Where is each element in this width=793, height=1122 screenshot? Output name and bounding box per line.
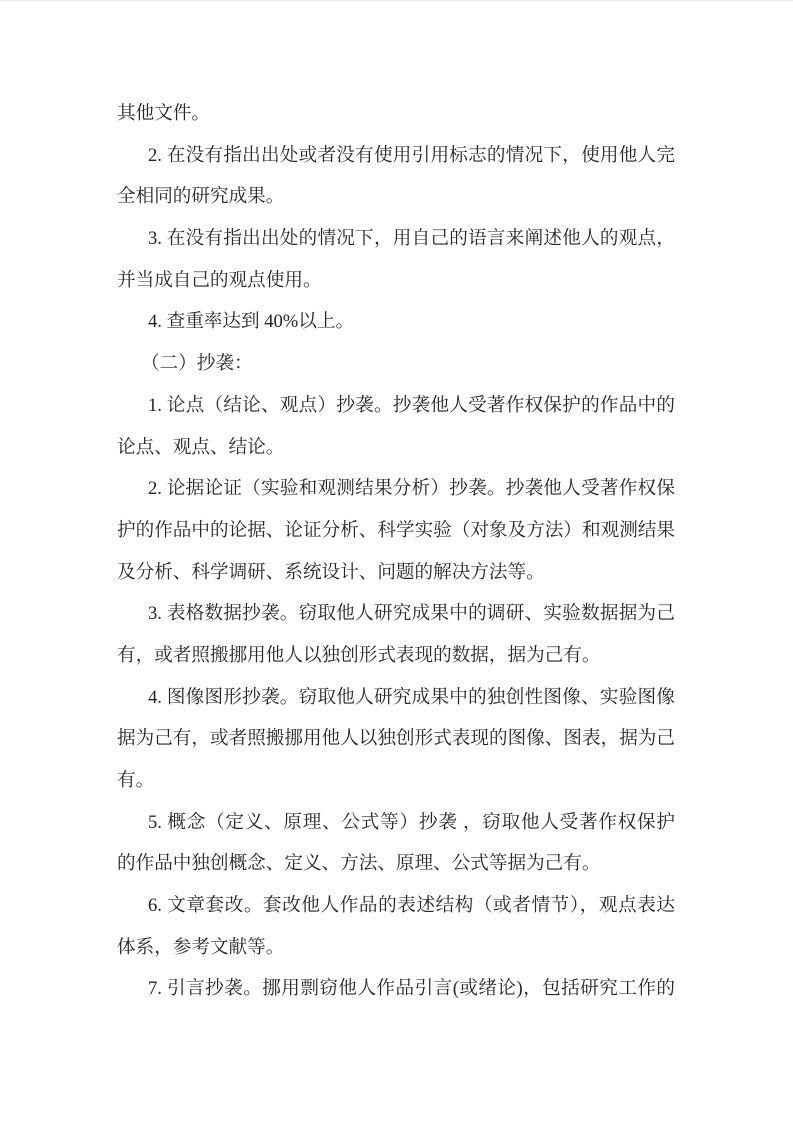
doc-line: 7. 引言抄袭。挪用剽窃他人作品引言(或绪论)，包括研究工作的: [148, 978, 675, 1000]
doc-line: 有，或者照搬挪用他人以独创形式表现的数据，据为己有。: [117, 644, 601, 666]
doc-line: 的作品中独创概念、定义、方法、原理、公式等据为己有。: [117, 853, 601, 875]
doc-line: 全相同的研究成果。: [117, 186, 285, 208]
doc-line: 6. 文章套改。套改他人作品的表述结构（或者情节），观点表达: [148, 895, 675, 917]
doc-line: 2. 论据论证（实验和观测结果分析）抄袭。抄袭他人受著作权保: [148, 478, 675, 500]
doc-line: 4. 图像图形抄袭。窃取他人研究成果中的独创性图像、实验图像: [148, 686, 675, 708]
doc-line: 体系，参考文献等。: [117, 936, 285, 958]
doc-line: 3. 在没有指出出处的情况下，用自己的语言来阐述他人的观点，: [148, 228, 675, 250]
doc-line: 3. 表格数据抄袭。窃取他人研究成果中的调研、实验数据据为己: [148, 603, 675, 625]
doc-line: 4. 查重率达到 40%以上。: [148, 311, 355, 333]
doc-line: 及分析、科学调研、系统设计、问题的解决方法等。: [117, 561, 545, 583]
doc-line: 据为己有，或者照搬挪用他人以独创形式表现的图像、图表，据为己: [117, 728, 675, 750]
page-top-edge: [0, 0, 793, 1]
doc-line: 1. 论点（结论、观点）抄袭。抄袭他人受著作权保护的作品中的: [148, 394, 675, 416]
doc-line: 5. 概念（定义、原理、公式等）抄袭 ，窃取他人受著作权保护: [148, 811, 675, 833]
doc-line: 并当成自己的观点使用。: [117, 269, 322, 291]
doc-section-heading: （二）抄袭：: [141, 353, 253, 375]
doc-line: 论点、观点、结论。: [117, 436, 285, 458]
doc-line: 护的作品中的论据、论证分析、科学实验（对象及方法）和观测结果: [117, 519, 675, 541]
document-text: [117, 93, 675, 1010]
doc-line: 其他文件。: [117, 103, 210, 124]
doc-line: 有。: [117, 770, 155, 791]
doc-line: 2. 在没有指出出处或者没有使用引用标志的情况下，使用他人完: [148, 144, 675, 166]
